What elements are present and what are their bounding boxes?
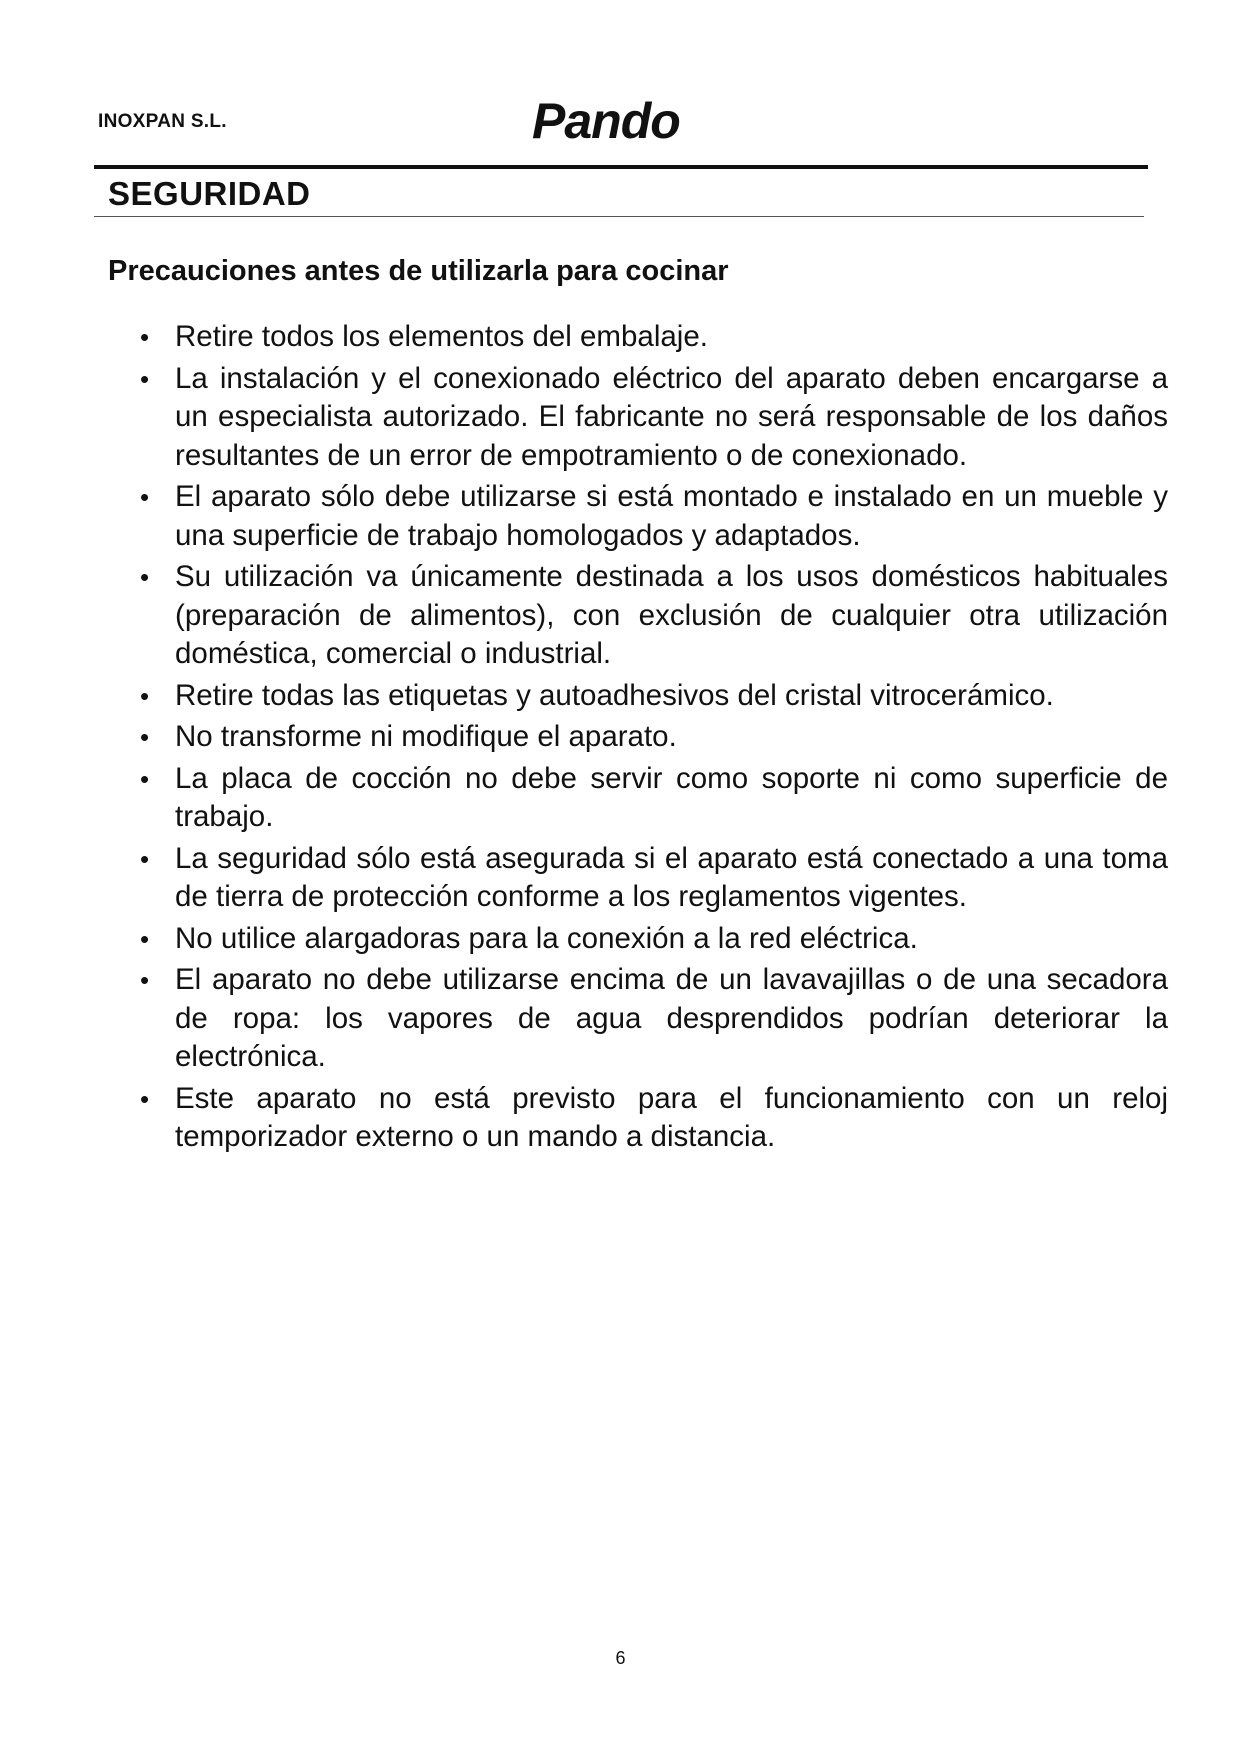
bullet-icon: •	[140, 1083, 150, 1114]
precautions-list	[138, 318, 1168, 1160]
bullet-icon: •	[140, 965, 150, 995]
list-item-text: Retire todas las etiquetas y autoadhesivos del cristal vitrocerámico.	[175, 678, 1054, 712]
bullet-icon: •	[140, 722, 150, 752]
list-item	[138, 718, 1168, 757]
section-title: SEGURIDAD	[108, 175, 311, 212]
list-item	[138, 760, 1168, 837]
page-number: 6	[615, 1648, 626, 1668]
list-item	[138, 920, 1168, 959]
bullet-icon: •	[140, 763, 150, 794]
list-item	[138, 1080, 1168, 1157]
list-item-text: No utilice alargadoras para la conexión a la red eléctrica.	[175, 921, 918, 955]
list-item	[138, 318, 1168, 357]
list-item	[138, 840, 1168, 917]
subheading: Precauciones antes de utilizarla para cocinar	[108, 255, 729, 287]
list-item	[138, 478, 1168, 555]
list-item-text: La instalación y el conexionado eléctrico del aparato deben encargarse a un especialista autorizado. El fabricante no será responsable de los daños resultantes de un error de empotramiento o de conexionado.	[175, 361, 1168, 472]
list-item-text: Retire todos los elementos del embalaje.	[175, 320, 708, 353]
list-item	[138, 558, 1168, 674]
list-item-text: La seguridad sólo está asegurada si el aparato está conectado a una toma de tierra de protección conforme a los reglamentos vigentes.	[175, 841, 1168, 913]
list-item-text: El aparato no debe utilizarse encima de un lavavajillas o de una secadora de ropa: los vapores de agua desprendidos podrían deteriorar la electrónica.	[175, 963, 1168, 1073]
list-item-text: Este aparato no está previsto para el funcionamiento con un reloj temporizador externo o un mando a distancia.	[175, 1081, 1168, 1153]
bullet-icon: •	[140, 322, 150, 352]
bullet-icon: •	[140, 363, 150, 394]
section-divider	[94, 216, 1144, 217]
bullet-icon: •	[140, 680, 150, 711]
list-item-text: No transforme ni modifique el aparato.	[175, 720, 677, 753]
list-item-text: Su utilización va únicamente destinada a los usos domésticos habituales (preparación de alimentos), con exclusión de cualquier otra utilización doméstica, comercial o industrial.	[175, 560, 1168, 670]
list-item	[138, 677, 1168, 716]
bullet-icon: •	[140, 482, 150, 512]
company-name: INOXPAN S.L.	[98, 111, 227, 132]
bullet-icon: •	[140, 562, 150, 592]
header-divider	[94, 165, 1148, 169]
bullet-icon: •	[140, 843, 150, 874]
list-item-text: La placa de cocción no debe servir como soporte ni como superficie de trabajo.	[175, 761, 1168, 833]
list-item	[138, 961, 1168, 1077]
list-item	[138, 360, 1168, 476]
list-item-text: El aparato sólo debe utilizarse si está montado e instalado en un mueble y una superficie de trabajo homologados y adaptados.	[175, 480, 1168, 552]
bullet-icon: •	[140, 923, 150, 954]
brand-logo: Pando	[532, 93, 680, 149]
